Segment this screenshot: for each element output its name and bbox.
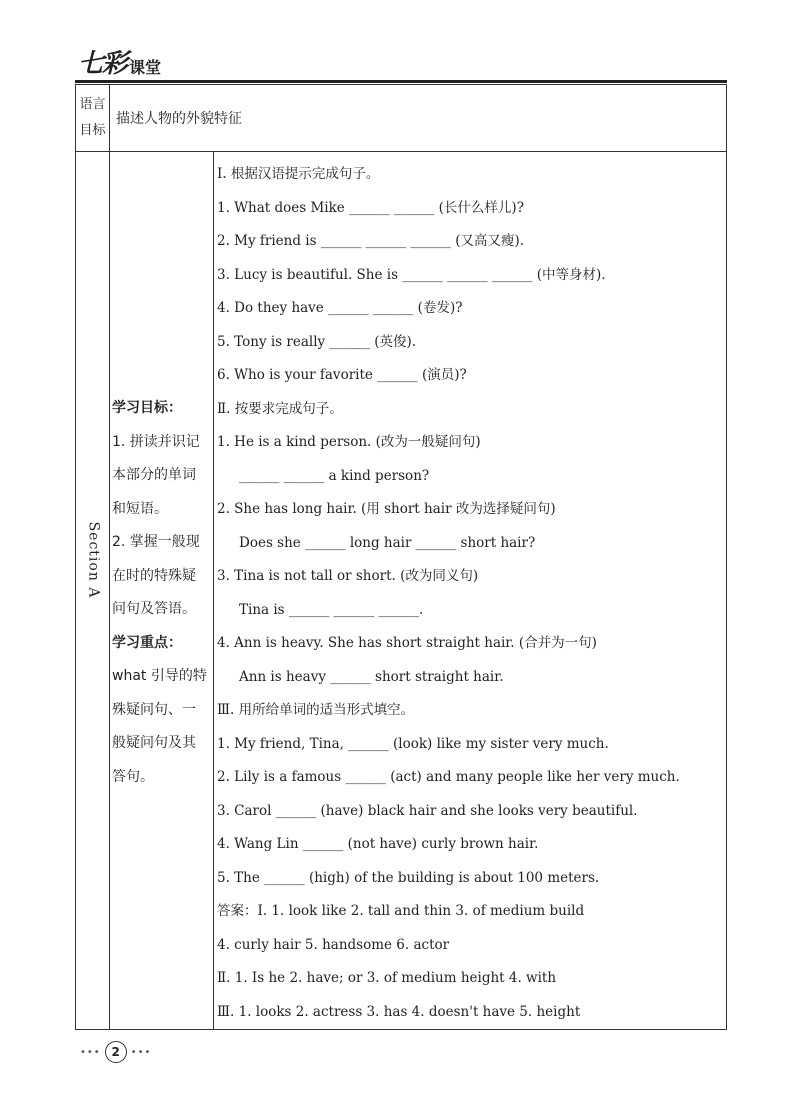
objective-line: 本部分的单词 <box>112 467 196 483</box>
page-number-badge <box>80 1040 151 1064</box>
key-point-line: 答句。 <box>112 768 154 785</box>
answer-line: 4. curly hair 5. handsome 6. actor <box>217 936 450 953</box>
logo-sub-text: 课堂 <box>129 58 162 77</box>
learning-objectives <box>112 392 210 794</box>
language-goal-label-line1: 语言 <box>79 97 106 112</box>
exercise-line: Tina is ______ ______ ______. <box>239 601 424 618</box>
objective-line: 和短语。 <box>112 500 168 517</box>
exercise-line: 2. Lily is a famous ______ (act) and many people like her very much. <box>217 769 680 785</box>
col-divider-2 <box>213 151 214 1029</box>
exercise-line: Ann is heavy ______ short straight hair. <box>239 668 504 685</box>
section-label <box>82 485 104 635</box>
exercise-line: 2. My friend is ______ ______ ______ (又高又瘦). <box>217 233 525 249</box>
exercise-line: ______ ______ a kind person? <box>239 467 430 484</box>
exercise-line: 2. She has long hair. (用 short hair 改为选择疑问句) <box>217 501 556 517</box>
answer-line: Ⅱ. 1. Is he 2. have; or 3. of medium height 4. with <box>217 970 557 986</box>
key-points-heading: 学习重点： <box>112 634 182 651</box>
exercise-line: 4. Ann is heavy. She has short straight hair. (合并为一句) <box>217 635 597 651</box>
col-divider-1 <box>109 85 110 1029</box>
exercise-line: 1. What does Mike ______ ______ (长什么样儿)? <box>217 199 524 216</box>
key-point-line: what 引导的特 <box>112 668 207 684</box>
logo-main-text: 七彩 <box>78 49 127 79</box>
row-divider <box>76 151 726 152</box>
worksheet-table <box>75 84 727 1030</box>
exercise-line: 3. Carol ______ (have) black hair and she looks very beautiful. <box>217 802 638 819</box>
exercise-line: 3. Lucy is beautiful. She is ______ ______ ______ (中等身材). <box>217 266 606 283</box>
page-number: 2 <box>105 1041 127 1063</box>
exercise-line: 5. The ______ (high) of the building is about 100 meters. <box>217 869 600 886</box>
objective-line: 1. 拼读并识记 <box>112 433 200 450</box>
exercise-line: 5. Tony is really ______ (英俊). <box>217 333 417 350</box>
dots-right-icon: ••• <box>130 1046 152 1058</box>
exercise-line: 4. Do they have ______ ______ (卷发)? <box>217 300 463 316</box>
objectives-heading: 学习目标： <box>112 400 182 416</box>
part-2-heading: Ⅱ. 按要求完成句子。 <box>217 400 343 417</box>
key-point-line: 殊疑问句、一 <box>112 701 196 718</box>
dots-left-icon: ••• <box>80 1046 101 1058</box>
language-goal-label-line2: 目标 <box>79 123 106 138</box>
language-goal-label <box>76 85 109 151</box>
answer-line: 答案：Ⅰ. 1. look like 2. tall and thin 3. of medium build <box>217 903 585 919</box>
part-3-heading: Ⅲ. 用所给单词的适当形式填空。 <box>217 702 415 718</box>
exercise-line: 3. Tina is not tall or short. (改为同义句) <box>217 568 479 584</box>
key-point-line: 般疑问句及其 <box>112 735 196 751</box>
language-goal-text: 描述人物的外貌特征 <box>116 111 242 127</box>
objective-line: 2. 掌握一般现 <box>112 534 200 550</box>
exercise-line: 4. Wang Lin ______ (not have) curly brown hair. <box>217 836 539 852</box>
objective-line: 问句及答语。 <box>112 601 196 617</box>
part-1-heading: Ⅰ. 根据汉语提示完成句子。 <box>217 166 380 182</box>
exercise-content <box>217 158 722 1029</box>
header-rule <box>75 80 727 83</box>
answer-line: Ⅲ. 1. looks 2. actress 3. has 4. doesn't have 5. height <box>217 1003 581 1020</box>
section-label-text: Section A <box>85 521 102 599</box>
objective-line: 在时的特殊疑 <box>112 567 196 584</box>
exercise-line: 1. My friend, Tina, ______ (look) like my sister very much. <box>217 735 609 752</box>
exercise-line: 1. He is a kind person. (改为一般疑问句) <box>217 434 481 450</box>
brand-logo <box>78 50 161 80</box>
exercise-line: Does she ______ long hair ______ short hair? <box>239 534 536 551</box>
exercise-line: 6. Who is your favorite ______ (演员)? <box>217 367 467 383</box>
